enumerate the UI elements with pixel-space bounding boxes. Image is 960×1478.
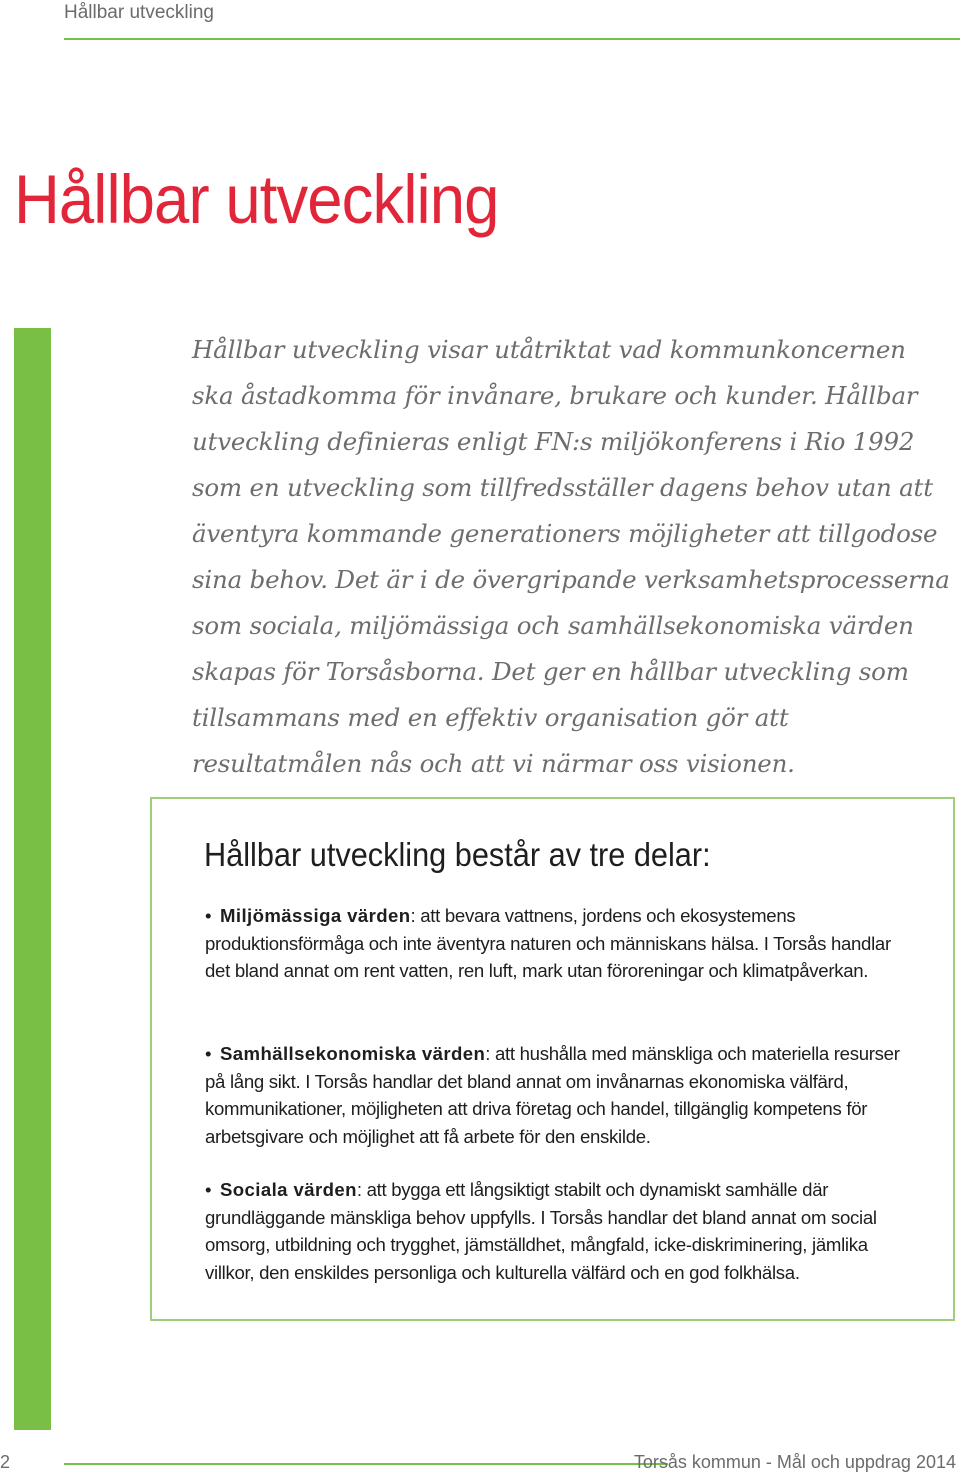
- bullet-icon: •: [205, 1043, 212, 1064]
- value-item-economic: [205, 1040, 905, 1150]
- value-description: : att bygga ett långsiktigt stabilt och dynamiskt samhälle där grundläggande mänskliga behov uppfylls. I Torsås handlar det bland annat om social omsorg, utbildning och trygghet, jämställdhet, mångfald, icke-diskriminering, jämlika villkor, den enskildes personliga och kulturella välfärd och en god folkhälsa.: [205, 1179, 877, 1283]
- bullet-icon: •: [205, 1179, 212, 1200]
- value-term: Miljömässiga värden: [220, 905, 411, 926]
- values-box-heading: Hållbar utveckling består av tre delar:: [204, 836, 711, 873]
- footer-rule: [64, 1463, 668, 1465]
- value-term: Sociala värden: [220, 1179, 357, 1200]
- value-description: : att bevara vattnens, jordens och ekosystemens produktionsförmåga och inte äventyra naturen och människans hälsa. I Torsås handlar det bland annat om rent vatten, ren luft, mark utan föroreningar och klimatpåverkan.: [205, 905, 891, 982]
- side-accent-bar: [14, 328, 51, 1430]
- value-item-environmental: [205, 902, 905, 985]
- footer-text: Torsås kommun - Mål och uppdrag 2014: [633, 1452, 956, 1472]
- value-term: Samhällsekonomiska värden: [220, 1043, 486, 1064]
- page-title: Hållbar utveckling: [14, 161, 499, 238]
- running-header: Hållbar utveckling: [64, 2, 214, 23]
- value-item-social: [205, 1176, 905, 1286]
- page-number: 2: [0, 1452, 11, 1472]
- header-rule: [64, 38, 960, 40]
- intro-paragraph: Hållbar utveckling visar utåtriktat vad kommunkoncernen ska åstadkomma för invånare, brukare och kunder. Hållbar utveckling definieras enligt FN:s miljökonferens i Rio 1992 som en utveckling som tillfredsställer dagens behov utan att äventyra kommande generationers möjligheter att tillgodose sina behov. Det är i de övergripande verksamhetsprocesserna som sociala, miljömässiga och samhällsekonomiska värden skapas för Torsåsborna. Det ger en hållbar utveckling som tillsammans med en effektiv organisation gör att resultatmålen nås och att vi närmar oss visionen.: [192, 335, 950, 778]
- value-description: : att hushålla med mänskliga och materiella resurser på lång sikt. I Torsås handlar det bland annat om invånarnas ekonomiska välfärd, kommunikationer, möjligheten att driva företag och handel, tillgänglig kompetens för arbetsgivare och möjlighet att få arbete för den enskilde.: [205, 1043, 900, 1147]
- bullet-icon: •: [205, 905, 212, 926]
